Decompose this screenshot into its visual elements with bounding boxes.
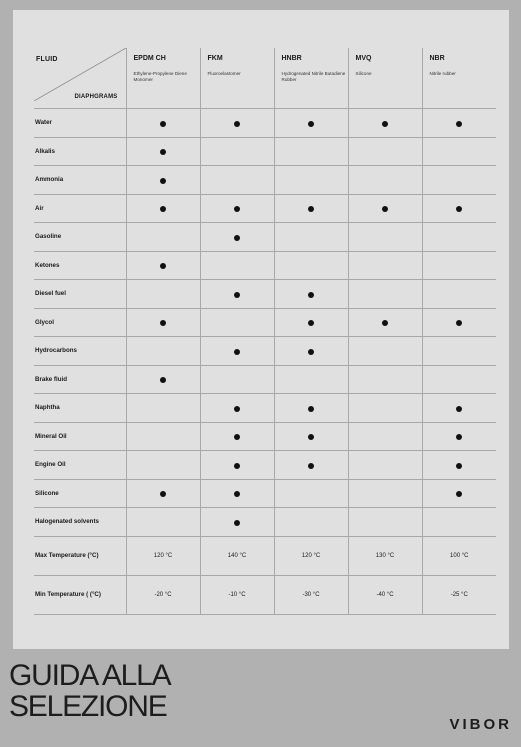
compat-cell xyxy=(126,394,200,423)
compatible-dot-icon xyxy=(160,149,166,155)
material-code: EPDM CH xyxy=(133,55,166,62)
compatible-dot-icon xyxy=(308,320,314,326)
compatible-dot-icon xyxy=(308,434,314,440)
compatible-dot-icon xyxy=(234,235,240,241)
temperature-value: -30 °C xyxy=(274,575,348,614)
fluid-name: Naphtha xyxy=(34,394,126,423)
fluid-name: Halogenated solvents xyxy=(34,508,126,537)
page-title xyxy=(9,660,170,722)
temperature-value: -40 °C xyxy=(348,575,422,614)
table-row xyxy=(34,166,496,195)
compatibility-sheet xyxy=(13,10,509,649)
compatible-dot-icon xyxy=(308,292,314,298)
compatible-dot-icon xyxy=(382,206,388,212)
compat-cell xyxy=(348,137,422,166)
table-row xyxy=(34,394,496,423)
material-code: HNBR xyxy=(281,55,302,62)
fluid-name: Brake fluid xyxy=(34,365,126,394)
compat-cell xyxy=(200,166,274,195)
compat-cell xyxy=(274,394,348,423)
compat-cell xyxy=(200,479,274,508)
compat-cell xyxy=(348,251,422,280)
diaphragms-label: DIAPHGRAMS xyxy=(74,94,118,100)
table-row xyxy=(34,137,496,166)
compatible-dot-icon xyxy=(234,121,240,127)
compat-cell xyxy=(200,223,274,252)
temperature-value: -25 °C xyxy=(422,575,496,614)
compatible-dot-icon xyxy=(456,206,462,212)
fluid-name: Water xyxy=(34,109,126,138)
compat-cell xyxy=(422,394,496,423)
compat-cell xyxy=(126,223,200,252)
material-header-hnbr xyxy=(274,48,348,109)
compatible-dot-icon xyxy=(234,406,240,412)
compat-cell xyxy=(126,251,200,280)
compatible-dot-icon xyxy=(160,377,166,383)
compatible-dot-icon xyxy=(160,263,166,269)
compatible-dot-icon xyxy=(308,121,314,127)
compat-cell xyxy=(422,479,496,508)
compat-cell xyxy=(126,137,200,166)
compat-cell xyxy=(422,508,496,537)
temperature-label: Max Temperature (°C) xyxy=(34,536,126,575)
compat-cell xyxy=(348,365,422,394)
compat-cell xyxy=(274,194,348,223)
material-header-epdm xyxy=(126,48,200,109)
compat-cell xyxy=(422,280,496,309)
compatible-dot-icon xyxy=(160,206,166,212)
table-row xyxy=(34,479,496,508)
table-row xyxy=(34,194,496,223)
header-row xyxy=(34,48,496,109)
compat-cell xyxy=(200,308,274,337)
compat-cell xyxy=(422,137,496,166)
fluid-name: Alkalis xyxy=(34,137,126,166)
temperature-value: 140 °C xyxy=(200,536,274,575)
compat-cell xyxy=(348,308,422,337)
fluid-name: Hydrocarbons xyxy=(34,337,126,366)
table-row xyxy=(34,251,496,280)
title-line-1: GUIDA ALLA xyxy=(9,659,171,692)
material-name: Hydrogenated Nitrile Butadiene Rubber xyxy=(281,71,346,82)
fluid-rows xyxy=(34,109,496,537)
compat-cell xyxy=(126,451,200,480)
compat-cell xyxy=(348,479,422,508)
compat-cell xyxy=(348,508,422,537)
table-row xyxy=(34,508,496,537)
temperature-row xyxy=(34,536,496,575)
compatible-dot-icon xyxy=(234,491,240,497)
compat-cell xyxy=(200,365,274,394)
compat-cell xyxy=(274,508,348,537)
material-code: MVQ xyxy=(355,55,372,62)
temperature-value: 130 °C xyxy=(348,536,422,575)
compat-cell xyxy=(274,280,348,309)
compat-cell xyxy=(348,394,422,423)
corner-header xyxy=(34,48,126,109)
compat-cell xyxy=(126,422,200,451)
material-name: Ethylene-Propylene Diene Monomer xyxy=(133,71,187,82)
compatible-dot-icon xyxy=(382,121,388,127)
fluid-name: Silicone xyxy=(34,479,126,508)
compatible-dot-icon xyxy=(234,434,240,440)
compat-cell xyxy=(126,109,200,138)
table-row xyxy=(34,422,496,451)
fluid-name: Mineral Oil xyxy=(34,422,126,451)
compatible-dot-icon xyxy=(382,320,388,326)
compat-cell xyxy=(200,508,274,537)
compat-cell xyxy=(126,365,200,394)
compatible-dot-icon xyxy=(234,520,240,526)
fluid-name: Ammonia xyxy=(34,166,126,195)
fluid-name: Air xyxy=(34,194,126,223)
material-header-nbr xyxy=(422,48,496,109)
compat-cell xyxy=(126,337,200,366)
temperature-value: 120 °C xyxy=(126,536,200,575)
compat-cell xyxy=(126,280,200,309)
compat-cell xyxy=(274,451,348,480)
compat-cell xyxy=(348,223,422,252)
compat-cell xyxy=(200,422,274,451)
compat-cell xyxy=(126,479,200,508)
compat-cell xyxy=(200,194,274,223)
fluid-name: Diesel fuel xyxy=(34,280,126,309)
table-row xyxy=(34,337,496,366)
compat-cell xyxy=(422,308,496,337)
material-header-mvq xyxy=(348,48,422,109)
temperature-label: Min Temperature ( (°C) xyxy=(34,575,126,614)
compatible-dot-icon xyxy=(160,491,166,497)
compat-cell xyxy=(126,308,200,337)
temperature-value: 100 °C xyxy=(422,536,496,575)
compat-cell xyxy=(274,337,348,366)
compatible-dot-icon xyxy=(308,463,314,469)
compat-cell xyxy=(274,166,348,195)
fluid-label: FLUID xyxy=(36,56,58,63)
compat-cell xyxy=(274,422,348,451)
compat-cell xyxy=(422,166,496,195)
compat-cell xyxy=(274,137,348,166)
material-name: Silicone xyxy=(355,71,372,76)
compat-cell xyxy=(422,251,496,280)
compat-cell xyxy=(422,365,496,394)
table-row xyxy=(34,280,496,309)
compatible-dot-icon xyxy=(456,406,462,412)
compat-cell xyxy=(200,451,274,480)
compat-cell xyxy=(348,422,422,451)
compat-cell xyxy=(200,337,274,366)
material-code: NBR xyxy=(429,55,445,62)
compat-cell xyxy=(348,280,422,309)
compatible-dot-icon xyxy=(234,349,240,355)
material-name: Fluoroelastomer xyxy=(207,71,241,76)
compat-cell xyxy=(274,109,348,138)
compat-cell xyxy=(126,508,200,537)
title-line-2: SELEZIONE xyxy=(9,690,167,723)
compat-cell xyxy=(126,166,200,195)
compat-cell xyxy=(422,194,496,223)
compat-cell xyxy=(274,223,348,252)
compatible-dot-icon xyxy=(160,320,166,326)
compat-cell xyxy=(348,451,422,480)
compat-cell xyxy=(200,251,274,280)
compat-cell xyxy=(200,280,274,309)
fluid-name: Ketones xyxy=(34,251,126,280)
temperature-value: -10 °C xyxy=(200,575,274,614)
temperature-value: 120 °C xyxy=(274,536,348,575)
compat-cell xyxy=(274,251,348,280)
compat-cell xyxy=(200,137,274,166)
compat-cell xyxy=(200,109,274,138)
compat-cell xyxy=(422,422,496,451)
material-name: Nitrile rubber xyxy=(429,71,456,76)
compatible-dot-icon xyxy=(456,491,462,497)
compatible-dot-icon xyxy=(456,434,462,440)
material-header-fkm xyxy=(200,48,274,109)
compat-cell xyxy=(422,223,496,252)
compat-cell xyxy=(348,109,422,138)
compatible-dot-icon xyxy=(234,206,240,212)
compatible-dot-icon xyxy=(160,121,166,127)
temperature-value: -20 °C xyxy=(126,575,200,614)
compat-cell xyxy=(274,479,348,508)
table-row xyxy=(34,223,496,252)
table-row xyxy=(34,109,496,138)
compat-cell xyxy=(348,194,422,223)
fluid-name: Gasoline xyxy=(34,223,126,252)
compat-cell xyxy=(348,166,422,195)
compat-cell xyxy=(274,365,348,394)
fluid-name: Engine Oil xyxy=(34,451,126,480)
compatible-dot-icon xyxy=(456,320,462,326)
compatible-dot-icon xyxy=(456,463,462,469)
compatible-dot-icon xyxy=(308,406,314,412)
temperature-rows xyxy=(34,536,496,614)
compatible-dot-icon xyxy=(308,349,314,355)
material-code: FKM xyxy=(207,55,223,62)
compat-cell xyxy=(348,337,422,366)
temperature-row xyxy=(34,575,496,614)
compat-cell xyxy=(274,308,348,337)
compatible-dot-icon xyxy=(456,121,462,127)
compat-cell xyxy=(422,337,496,366)
compatible-dot-icon xyxy=(234,292,240,298)
table-row xyxy=(34,451,496,480)
fluid-name: Glycol xyxy=(34,308,126,337)
compat-cell xyxy=(200,394,274,423)
table-row xyxy=(34,308,496,337)
compatibility-table xyxy=(34,48,496,615)
table-row xyxy=(34,365,496,394)
compat-cell xyxy=(422,109,496,138)
compatible-dot-icon xyxy=(160,178,166,184)
compat-cell xyxy=(126,194,200,223)
compatible-dot-icon xyxy=(308,206,314,212)
compat-cell xyxy=(422,451,496,480)
compatible-dot-icon xyxy=(234,463,240,469)
brand-logo: VIBOR xyxy=(449,716,512,733)
